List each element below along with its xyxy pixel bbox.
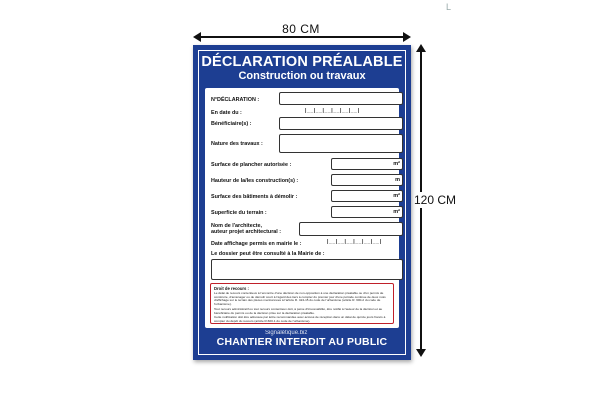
label-date-affichage: Date affichage permis en mairie le : (211, 241, 302, 247)
dimension-line (199, 36, 405, 38)
unit-m2: m² (393, 161, 400, 167)
label-surface-plancher: Surface de plancher autorisée : (211, 162, 292, 168)
unit-m: m (395, 177, 400, 183)
sign-border (198, 50, 406, 355)
field-surface-demolir (331, 190, 403, 202)
recours-box (210, 283, 394, 324)
unit-m2: m² (393, 193, 400, 199)
width-label: 80 CM (253, 22, 349, 36)
arrow-down-icon (416, 349, 426, 357)
field-dossier-consulte (211, 259, 403, 280)
sign-subtitle: Construction ou travaux (238, 70, 366, 82)
label-beneficiaires: Bénéficiaire(s) : (211, 121, 252, 127)
field-hauteur (331, 174, 403, 186)
field-beneficiaires (279, 117, 403, 130)
unit-m2: m² (393, 209, 400, 215)
recours-text-1: Le délai de recours contentieux à l'encontre d'une décision de non-opposition à une déclaration préalable ou d'un permis de construire, d'aménager ou de démolir court à l'égard des tiers à compter du premier jour d'une période continue de deux mois d'affichage sur le terrain des pièces mentionnées à l'article R. 424-15 du code de l'urbanisme (article R. 600-2 du code de l'urbanisme). (214, 291, 386, 307)
form-panel (205, 88, 399, 328)
field-num-declaration (279, 92, 403, 105)
label-hauteur: Hauteur de la/les construction(s) : (211, 178, 299, 184)
brand-logo: Signalétique.biz (265, 330, 308, 336)
sign-title: DÉCLARATION PRÉALABLE (201, 54, 403, 70)
recours-title: Droit de recours : (214, 286, 249, 291)
label-num-declaration: N°DÉCLARATION : (211, 97, 260, 103)
height-label: 120 CM (400, 192, 470, 208)
label-architecte-line2: auteur projet architectural : (211, 229, 282, 235)
label-surface-demolir: Surface des bâtiments à démolir : (211, 194, 298, 200)
recours-text-2: Tout recours administratif ou tout recours contentieux doit, à peine d'irrecevabilité, être notifié à l'auteur de la décision et au bénéficiaire du permis ou de la décision prise sur la déclaration préalable. (214, 306, 383, 315)
field-architecte (299, 222, 403, 236)
label-architecte-line1: Nom de l'architecte, (211, 223, 263, 229)
label-dossier-consulte: Le dossier peut être consulté à la Mairie de : (211, 251, 325, 257)
date-slots: |__|__|__|__|__|__| (327, 239, 382, 245)
arrow-right-icon (403, 32, 411, 42)
label-en-date-du: En date du : (211, 110, 242, 116)
recours-text-3: Cette notification doit être adressée par lettre recommandée avec accusé de réception dans un délai de quinze jours francs à compter du dépôt du recours (article R.600-1 du code de l'urbanisme). (214, 315, 386, 323)
field-superficie-terrain (331, 206, 403, 218)
label-superficie-terrain: Superficie du terrain : (211, 210, 267, 216)
sign-header (199, 55, 405, 82)
sign-footer: CHANTIER INTERDIT AU PUBLIC (216, 336, 388, 348)
label-nature-travaux: Nature des travaux : (211, 141, 263, 147)
corner-mark: L (446, 2, 452, 12)
field-surface-plancher (331, 158, 403, 170)
field-nature-travaux (279, 134, 403, 153)
declaration-sign (193, 45, 411, 360)
date-slots: |__|__|__|__|__|__| (305, 108, 360, 114)
